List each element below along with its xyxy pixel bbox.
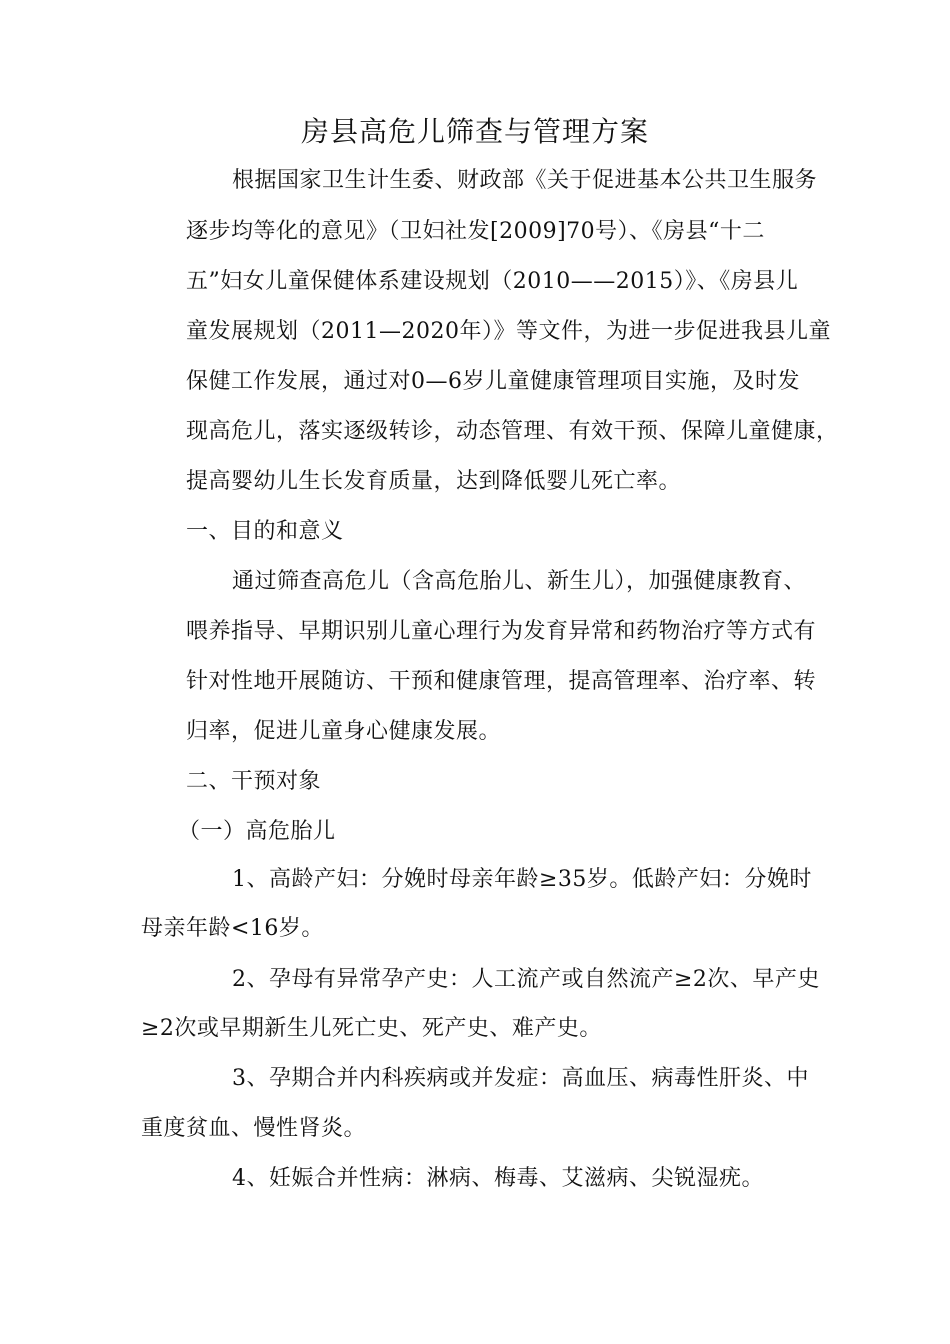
intro-line: 逐步均等化的意见》（卫妇社发[2009]70号）、《房县“十二 xyxy=(186,219,765,244)
intro-line: 提高婴幼儿生长发育质量，达到降低婴儿死亡率。 xyxy=(186,469,682,494)
list-item: 2、孕母有异常孕产史：人工流产或自然流产≥2次、早产史 xyxy=(232,967,820,992)
section-line: 归率，促进儿童身心健康发展。 xyxy=(186,719,502,744)
section-line: 喂养指导、早期识别儿童心理行为发育异常和药物治疗等方式有 xyxy=(186,619,817,644)
list-item: 1、高龄产妇：分娩时母亲年龄≥35岁。低龄产妇：分娩时 xyxy=(232,867,812,892)
section-line: 通过筛查高危儿（含高危胎儿、新生儿），加强健康教育、 xyxy=(232,569,807,594)
intro-line: 现高危儿，落实逐级转诊，动态管理、有效干预、保障儿童健康， xyxy=(186,419,839,444)
list-item: ≥2次或早期新生儿死亡史、死产史、难产史。 xyxy=(141,1016,602,1041)
list-item: 重度贫血、慢性肾炎。 xyxy=(141,1116,367,1141)
intro-line: 根据国家卫生计生委、财政部《关于促进基本公共卫生服务 xyxy=(232,168,818,193)
section-heading: 二、干预对象 xyxy=(186,769,322,794)
list-item: 3、孕期合并内科疾病或并发症：高血压、病毒性肝炎、中 xyxy=(232,1066,809,1091)
sub-heading: （一）高危胎儿 xyxy=(178,819,336,844)
intro-line: 保健工作发展，通过对0—6岁儿童健康管理项目实施，及时发 xyxy=(186,369,800,394)
list-item: 母亲年龄<16岁。 xyxy=(141,916,324,941)
intro-line: 五”妇女儿童保健体系建设规划（2010——2015）》、《房县儿 xyxy=(186,269,799,294)
section-heading: 一、目的和意义 xyxy=(186,519,344,544)
section-line: 针对性地开展随访、干预和健康管理，提高管理率、治疗率、转 xyxy=(186,669,817,694)
document-title: 房县高危儿筛查与管理方案 xyxy=(300,115,649,148)
intro-line: 童发展规划（2011—2020年）》等文件，为进一步促进我县儿童 xyxy=(186,319,831,344)
list-item: 4、妊娠合并性病：淋病、梅毒、艾滋病、尖锐湿疣。 xyxy=(232,1166,764,1191)
